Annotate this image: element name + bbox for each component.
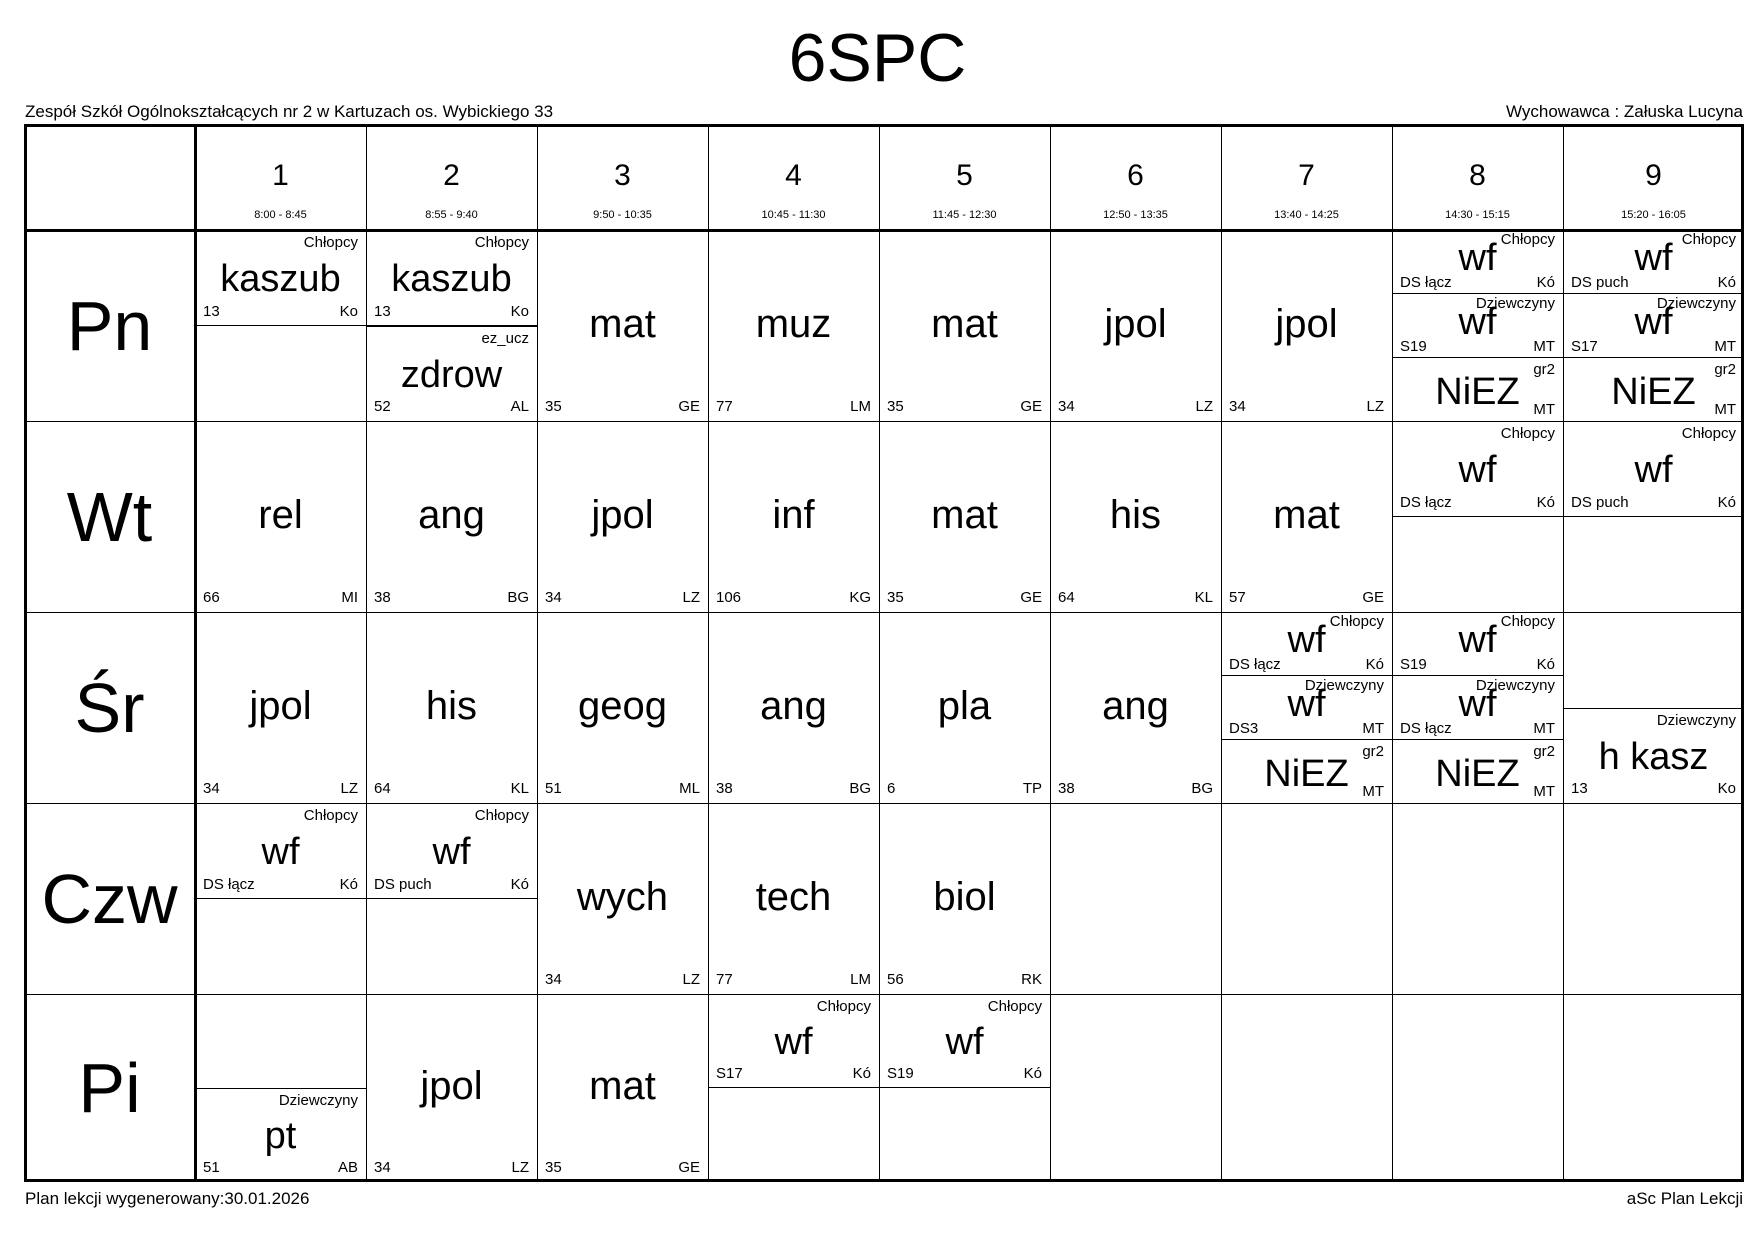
period-header	[1563, 124, 1744, 230]
subject-label: muz	[755, 301, 832, 346]
lesson-cell	[1050, 421, 1221, 612]
subject-label: NiEZ	[1264, 753, 1349, 795]
day-label: Czw	[41, 859, 178, 938]
lesson-cell	[366, 326, 537, 421]
subject-label: rel	[258, 492, 303, 537]
teacher-label: MT	[1533, 720, 1555, 737]
room-label: 38	[1058, 780, 1075, 797]
lesson-cell	[879, 994, 1050, 1088]
lesson-cell	[1392, 230, 1563, 294]
teacher-label: Ko	[1717, 780, 1736, 797]
subject-label: NiEZ	[1435, 371, 1520, 413]
period-number: 8	[1469, 159, 1486, 192]
period-number: 5	[956, 159, 973, 192]
teacher-label: LM	[850, 971, 871, 988]
group-label: ez_ucz	[481, 330, 529, 347]
cell-divider	[708, 1087, 879, 1088]
teacher-label: MT	[1533, 338, 1555, 355]
teacher-label: ML	[679, 780, 700, 797]
group-label: Chłopcy	[303, 807, 358, 824]
lesson-cell	[366, 612, 537, 803]
subject-label: wf	[1634, 449, 1673, 491]
group-label: Chłopcy	[987, 998, 1042, 1015]
subject-label: wych	[576, 874, 669, 919]
subject-label: wf	[1458, 301, 1497, 343]
subject-label: wf	[1287, 683, 1326, 725]
subject-label: wf	[432, 831, 471, 873]
teacher-label: AB	[337, 1159, 358, 1176]
timetable-grid	[24, 124, 1744, 1182]
teacher-label: MT	[1714, 401, 1736, 418]
cell-divider	[366, 898, 537, 899]
subject-label: inf	[772, 492, 815, 537]
lesson-cell	[1221, 739, 1392, 803]
teacher-label: LZ	[682, 589, 700, 606]
subject-label: ang	[418, 492, 485, 537]
teacher-label: KL	[1194, 589, 1213, 606]
subject-label: wf	[945, 1021, 984, 1063]
group-label: Dziewczyny	[1475, 677, 1555, 694]
room-label: 52	[374, 398, 391, 415]
teacher-label: GE	[678, 1159, 700, 1176]
room-label: 66	[203, 589, 220, 606]
period-number: 6	[1127, 159, 1144, 192]
group-label: Chłopcy	[1500, 425, 1555, 442]
lesson-cell	[1221, 676, 1392, 740]
group-sup: gr2	[1714, 361, 1736, 378]
cell-divider	[195, 1088, 366, 1089]
cell-divider	[1563, 708, 1744, 709]
teacher-label: MT	[1533, 783, 1555, 800]
lesson-cell	[708, 803, 879, 994]
lesson-cell	[1563, 357, 1744, 421]
room-label: 34	[545, 971, 562, 988]
subject-label: biol	[933, 874, 996, 919]
teacher-label: MT	[1362, 783, 1384, 800]
teacher-label: LM	[850, 398, 871, 415]
room-label: 51	[203, 1159, 220, 1176]
period-header	[366, 124, 537, 230]
teacher-label: Ko	[510, 303, 529, 320]
subject-label: jpol	[249, 683, 312, 728]
group-label: Chłopcy	[474, 234, 529, 251]
school-name: Zespół Szkół Ogólnokształcących nr 2 w Kartuzach os. Wybickiego 33	[25, 102, 554, 121]
teacher-label: MT	[1533, 401, 1555, 418]
subject-label: his	[425, 683, 478, 728]
teacher-label: KL	[510, 780, 529, 797]
room-label: DS puch	[1571, 494, 1629, 511]
teacher-label: BG	[507, 589, 529, 606]
lesson-cell	[366, 994, 537, 1182]
group-label: Dziewczyny	[278, 1092, 358, 1109]
teacher-label: MI	[341, 589, 358, 606]
room-label: 13	[203, 303, 220, 320]
lesson-cell	[1392, 357, 1563, 421]
lesson-cell	[1392, 421, 1563, 517]
room-label: 34	[1058, 398, 1075, 415]
teacher-label: AL	[510, 398, 529, 415]
subject-label: pla	[937, 683, 992, 728]
period-number: 4	[785, 159, 802, 192]
lesson-cell	[195, 421, 366, 612]
room-label: 38	[716, 780, 733, 797]
teacher-label: GE	[1362, 589, 1384, 606]
period-header	[879, 124, 1050, 230]
lesson-cell	[1221, 421, 1392, 612]
lesson-cell	[537, 612, 708, 803]
lesson-cell	[879, 230, 1050, 421]
room-label: 64	[1058, 589, 1075, 606]
teacher-label: Kó	[1717, 274, 1736, 291]
subject-label: jpol	[591, 492, 654, 537]
group-label: Chłopcy	[474, 807, 529, 824]
lesson-cell	[1050, 612, 1221, 803]
period-time: 8:00 - 8:45	[254, 209, 307, 221]
room-label: 51	[545, 780, 562, 797]
period-time: 12:50 - 13:35	[1103, 209, 1168, 221]
lesson-cell	[708, 612, 879, 803]
lesson-cell	[1221, 612, 1392, 676]
teacher-label: BG	[1191, 780, 1213, 797]
room-label: 6	[887, 780, 896, 797]
subject-label: mat	[589, 301, 656, 346]
lesson-cell	[537, 994, 708, 1182]
lesson-cell	[1392, 739, 1563, 803]
room-label: 35	[887, 589, 904, 606]
period-header	[1050, 124, 1221, 230]
cell-divider	[1392, 516, 1563, 517]
teacher-label: Kó	[1023, 1065, 1042, 1082]
teacher-label: Kó	[1536, 656, 1555, 673]
teacher-label: TP	[1022, 780, 1042, 797]
generated-date: Plan lekcji wygenerowany:30.01.2026	[25, 1189, 310, 1208]
subject-label: NiEZ	[1435, 753, 1520, 795]
group-label: Chłopcy	[1681, 425, 1736, 442]
room-label: DS łącz	[1400, 274, 1452, 291]
room-label: 13	[1571, 780, 1588, 797]
lesson-cell	[879, 803, 1050, 994]
teacher-label: GE	[678, 398, 700, 415]
teacher-label: LZ	[340, 780, 358, 797]
lesson-cell	[1392, 294, 1563, 358]
period-header	[1221, 124, 1392, 230]
room-label: DS łącz	[1400, 494, 1452, 511]
period-header	[708, 124, 879, 230]
room-label: DS łącz	[1229, 656, 1281, 673]
period-time: 10:45 - 11:30	[761, 209, 826, 221]
subject-label: tech	[755, 874, 832, 919]
period-number: 7	[1298, 159, 1315, 192]
room-label: 57	[1229, 589, 1246, 606]
lesson-cell	[195, 1088, 366, 1182]
teacher-label: RK	[1021, 971, 1042, 988]
lesson-cell	[708, 421, 879, 612]
teacher-label: Kó	[1365, 656, 1384, 673]
teacher-label: Kó	[510, 876, 529, 893]
room-label: 64	[374, 780, 391, 797]
group-label: Chłopcy	[1329, 613, 1384, 630]
teacher-label: Kó	[1717, 494, 1736, 511]
room-label: 106	[716, 589, 742, 606]
period-number: 2	[443, 159, 460, 192]
group-label: Dziewczyny	[1656, 712, 1736, 729]
period-time: 11:45 - 12:30	[932, 209, 997, 221]
room-label: DS puch	[374, 876, 432, 893]
subject-label: his	[1109, 492, 1162, 537]
day-label: Pn	[66, 286, 153, 365]
subject-label: wf	[1287, 619, 1326, 661]
subject-label: jpol	[1275, 301, 1338, 346]
lesson-cell	[879, 421, 1050, 612]
room-label: 35	[545, 398, 562, 415]
teacher-label: LZ	[1366, 398, 1384, 415]
group-sup: gr2	[1533, 743, 1555, 760]
lesson-cell	[708, 994, 879, 1088]
subject-label: wf	[1634, 301, 1673, 343]
cell-divider	[366, 326, 537, 327]
room-label: 38	[374, 589, 391, 606]
period-time: 15:20 - 16:05	[1621, 209, 1686, 221]
room-label: S17	[1571, 338, 1598, 355]
class-title: 6SPC	[788, 20, 967, 96]
room-label: 77	[716, 398, 733, 415]
group-label: Dziewczyny	[1304, 677, 1384, 694]
period-number: 1	[272, 159, 289, 192]
subject-label: jpol	[1104, 301, 1167, 346]
room-label: DS łącz	[1400, 720, 1452, 737]
subject-label: ang	[1102, 683, 1169, 728]
room-label: DS3	[1229, 720, 1259, 737]
teacher-label: Kó	[339, 876, 358, 893]
subject-label: pt	[264, 1115, 297, 1157]
subject-label: wf	[774, 1021, 813, 1063]
subject-label: wf	[1634, 237, 1673, 279]
group-label: Chłopcy	[1500, 231, 1555, 248]
room-label: 35	[545, 1159, 562, 1176]
subject-label: ang	[760, 683, 827, 728]
room-label: S19	[887, 1065, 914, 1082]
software-name: aSc Plan Lekcji	[1626, 1189, 1743, 1208]
room-label: 34	[545, 589, 562, 606]
lesson-cell	[366, 803, 537, 899]
subject-label: kaszub	[220, 258, 341, 300]
room-label: 77	[716, 971, 733, 988]
room-label: 34	[374, 1159, 391, 1176]
room-label: 35	[887, 398, 904, 415]
cell-divider	[1563, 516, 1744, 517]
subject-label: NiEZ	[1611, 371, 1696, 413]
teacher-label: LZ	[682, 971, 700, 988]
teacher-label: GE	[1020, 589, 1042, 606]
subject-label: mat	[1273, 492, 1340, 537]
tutor-name: Wychowawca : Załuska Lucyna	[1505, 102, 1743, 121]
lesson-cell	[195, 230, 366, 326]
subject-label: wf	[1458, 683, 1497, 725]
period-header	[195, 124, 366, 230]
subject-label: geog	[578, 683, 667, 728]
group-label: Dziewczyny	[1656, 295, 1736, 312]
teacher-label: Ko	[339, 303, 358, 320]
subject-label: jpol	[420, 1064, 483, 1108]
day-label: Wt	[66, 477, 153, 556]
lesson-cell	[537, 803, 708, 994]
subject-label: wf	[261, 831, 300, 873]
lesson-cell	[195, 803, 366, 899]
teacher-label: LZ	[1195, 398, 1213, 415]
room-label: S19	[1400, 338, 1427, 355]
group-sup: gr2	[1362, 743, 1384, 760]
room-label: 56	[887, 971, 904, 988]
group-label: Chłopcy	[303, 234, 358, 251]
lesson-cell	[537, 230, 708, 421]
subject-label: mat	[931, 301, 998, 346]
lesson-cell	[537, 421, 708, 612]
group-label: Chłopcy	[1500, 613, 1555, 630]
teacher-label: Kó	[852, 1065, 871, 1082]
lesson-cell	[708, 230, 879, 421]
subject-label: zdrow	[400, 353, 503, 396]
teacher-label: MT	[1714, 338, 1736, 355]
teacher-label: MT	[1362, 720, 1384, 737]
teacher-label: GE	[1020, 398, 1042, 415]
teacher-label: KG	[849, 589, 871, 606]
subject-label: h kasz	[1598, 735, 1709, 778]
subject-label: mat	[931, 492, 998, 537]
room-label: DS łącz	[203, 876, 255, 893]
group-label: Chłopcy	[1681, 231, 1736, 248]
day-label: Śr	[74, 668, 145, 747]
room-label: S17	[716, 1065, 743, 1082]
cell-divider	[195, 898, 366, 899]
subject-label: mat	[589, 1064, 656, 1108]
lesson-cell	[879, 612, 1050, 803]
group-label: Dziewczyny	[1475, 295, 1555, 312]
period-time: 13:40 - 14:25	[1274, 209, 1339, 221]
subject-label: wf	[1458, 619, 1497, 661]
teacher-label: Kó	[1536, 494, 1555, 511]
period-time: 9:50 - 10:35	[593, 209, 652, 221]
group-sup: gr2	[1533, 361, 1555, 378]
room-label: S19	[1400, 656, 1427, 673]
subject-label: kaszub	[391, 258, 512, 300]
room-label: 13	[374, 303, 391, 320]
lesson-cell	[1392, 676, 1563, 740]
lesson-cell	[1563, 294, 1744, 358]
day-label: Pi	[78, 1049, 141, 1127]
cell-divider	[195, 325, 366, 326]
period-number: 9	[1645, 159, 1662, 192]
lesson-cell	[1392, 612, 1563, 676]
teacher-label: LZ	[511, 1159, 529, 1176]
cell-divider	[879, 1087, 1050, 1088]
room-label: DS puch	[1571, 274, 1629, 291]
period-header	[1392, 124, 1563, 230]
lesson-cell	[366, 421, 537, 612]
lesson-cell	[1050, 230, 1221, 421]
lesson-cell	[1221, 230, 1392, 421]
lesson-cell	[1563, 421, 1744, 517]
period-time: 14:30 - 15:15	[1445, 209, 1510, 221]
lesson-cell	[1563, 708, 1744, 803]
room-label: 34	[203, 780, 220, 797]
teacher-label: Kó	[1536, 274, 1555, 291]
group-label: Chłopcy	[816, 998, 871, 1015]
lesson-cell	[195, 612, 366, 803]
subject-label: wf	[1458, 449, 1497, 491]
lesson-cell	[1563, 230, 1744, 294]
room-label: 34	[1229, 398, 1246, 415]
subject-label: wf	[1458, 237, 1497, 279]
lesson-cell	[366, 230, 537, 326]
period-time: 8:55 - 9:40	[425, 209, 478, 221]
period-header	[537, 124, 708, 230]
teacher-label: BG	[849, 780, 871, 797]
period-number: 3	[614, 159, 631, 192]
